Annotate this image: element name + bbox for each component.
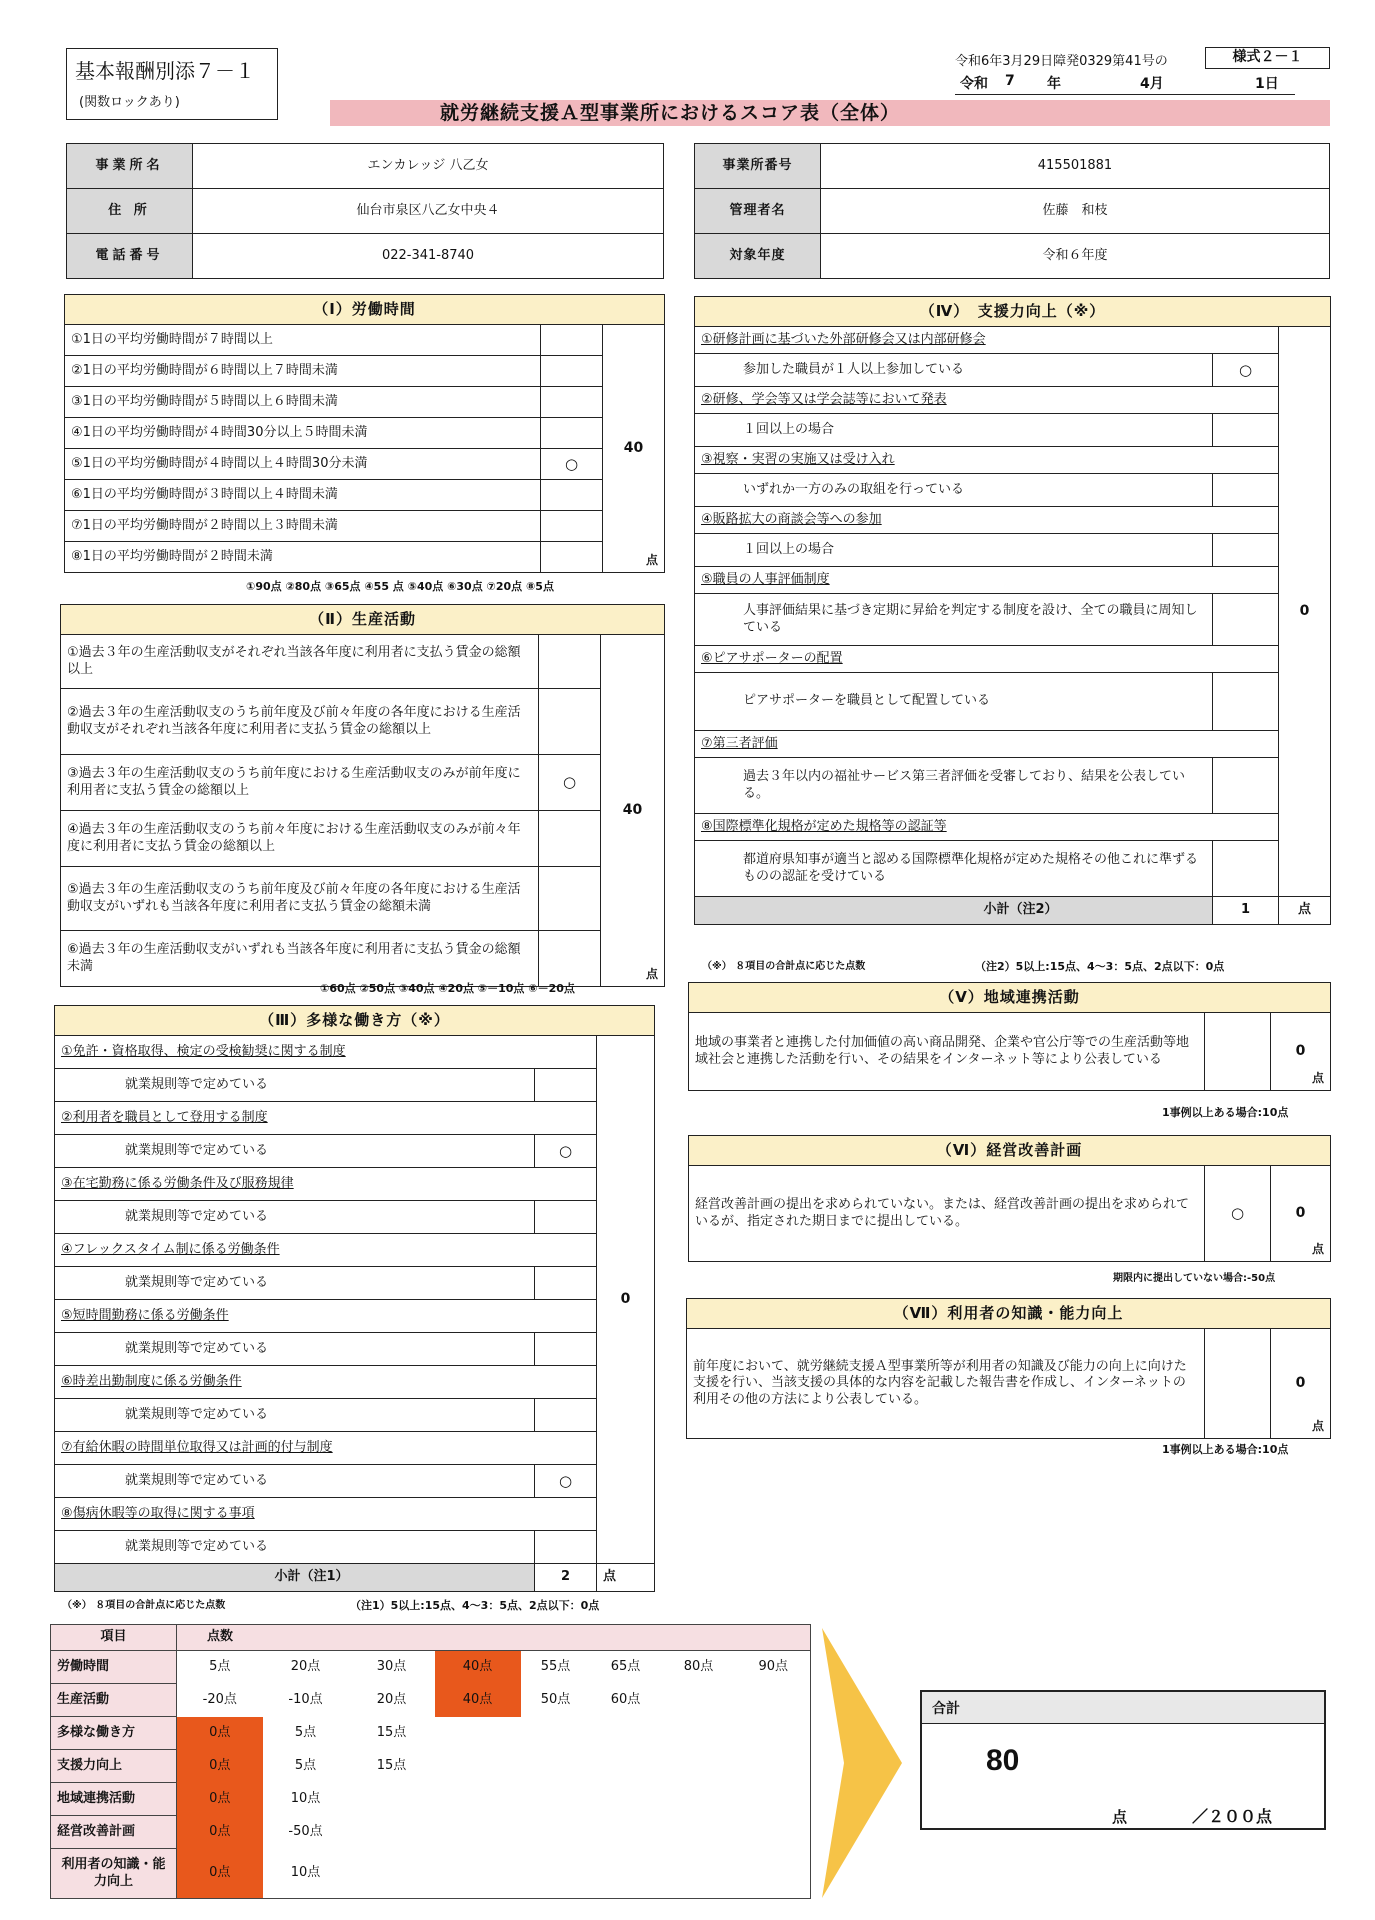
summary-row [51, 1717, 811, 1750]
summary-row-label: 経営改善計画 [51, 1816, 177, 1849]
knowledge-note: 1事例以上ある場合:10点 [1162, 1443, 1289, 1456]
diverse-work-mark [535, 1399, 597, 1432]
summary-point-cell: -20点 [202, 1691, 237, 1707]
management-plan-mark: ○ [1205, 1166, 1271, 1262]
summary-point-cell: 10点 [290, 1790, 321, 1806]
summary-empty-cell [349, 1783, 435, 1816]
summary-point-cell: 55点 [540, 1658, 571, 1674]
section-production-title: （Ⅱ）生産活動 [61, 605, 665, 635]
summary-point-cell-selected: 0点 [177, 1750, 263, 1783]
summary-header-item: 項目 [51, 1625, 177, 1651]
summary-empty-cell [521, 1750, 591, 1783]
target-year-label: 対象年度 [695, 234, 821, 279]
summary-point-cell: 15点 [376, 1757, 407, 1773]
work-hours-score-cell [603, 325, 665, 573]
summary-point-cell-selected: 0点 [177, 1783, 263, 1816]
summary-empty-cell [591, 1750, 661, 1783]
diverse-work-item-text: 就業規則等で定めている [55, 1267, 535, 1300]
section-production [60, 604, 665, 987]
support-note-right: （注2）5以上:15点、4～3：5点、2点以下：0点 [975, 960, 1225, 973]
production-row: ②過去３年の生産活動収支のうち前年度及び前々年度の各年度における生産活動収支がそれぞれ当該各年度に利用者に支払う賃金の総額以上 [61, 689, 539, 755]
form-ref-box [66, 48, 278, 120]
summary-empty-cell [521, 1783, 591, 1816]
work-hours-row: ④1日の平均労働時間が４時間30分以上５時間未満 [65, 418, 541, 449]
work-hours-row: ⑥1日の平均労働時間が３時間以上４時間未満 [65, 480, 541, 511]
summary-empty-cell [737, 1783, 811, 1816]
summary-empty-cell [349, 1816, 435, 1849]
diverse-work-item-heading: ②利用者を職員として登用する制度 [55, 1102, 597, 1135]
summary-empty-cell [435, 1717, 521, 1750]
summary-point-cell: -50点 [288, 1823, 323, 1839]
support-item-heading: ③視察・実習の実施又は受け入れ [695, 447, 1279, 474]
summary-empty-cell [737, 1717, 811, 1750]
diverse-work-item-heading: ⑧傷病休暇等の取得に関する事項 [55, 1498, 597, 1531]
support-mark [1213, 414, 1279, 447]
support-item-heading: ⑧国際標準化規格が定めた規格等の認証等 [695, 814, 1279, 841]
production-row: ①過去３年の生産活動収支がそれぞれ当該各年度に利用者に支払う賃金の総額以上 [61, 635, 539, 689]
summary-point-cell: 5点 [294, 1724, 317, 1740]
work-hours-mark [541, 356, 603, 387]
summary-point-cell-selected: 0点 [177, 1717, 263, 1750]
diverse-work-subtotal-label: 小計（注1） [55, 1564, 535, 1592]
diverse-work-mark [535, 1201, 597, 1234]
diverse-work-mark: ○ [535, 1465, 597, 1498]
facility-name-label: 事業所名 [67, 144, 193, 189]
summary-point-cell: 20点 [290, 1658, 321, 1674]
production-row: ⑤過去３年の生産活動収支のうち前年度及び前々年度の各年度における生産活動収支がいずれも当該各年度に利用者に支払う賃金の総額未満 [61, 867, 539, 931]
summary-point-cell-selected: 0点 [177, 1849, 263, 1899]
support-subtotal-label: 小計（注2） [695, 897, 1213, 925]
summary-empty-cell [435, 1750, 521, 1783]
total-label: 合計 [922, 1692, 1324, 1724]
diverse-work-item-heading: ④フレックスタイム制に係る労働条件 [55, 1234, 597, 1267]
summary-empty-cell [521, 1816, 591, 1849]
total-box [920, 1690, 1326, 1830]
work-hours-unit: 点 [645, 553, 658, 567]
section-work-hours-title: （Ⅰ）労働時間 [65, 295, 665, 325]
support-mark [1213, 594, 1279, 646]
section-diverse-work-title: （Ⅲ）多様な働き方（※） [55, 1006, 655, 1036]
manager-value: 佐藤 和枝 [821, 189, 1330, 234]
info-table-right [694, 143, 1330, 279]
regional-mark [1205, 1013, 1271, 1091]
support-item-text: 都道府県知事が適当と認める国際標準化規格が定めた規格その他これに準ずるものの認証を受けている [695, 841, 1213, 897]
section-management-plan-title: （Ⅵ）経営改善計画 [689, 1136, 1331, 1166]
summary-point-cell: 15点 [376, 1724, 407, 1740]
support-item-heading: ②研修、学会等又は学会誌等において発表 [695, 387, 1279, 414]
regional-text: 地域の事業者と連携した付加価値の高い商品開発、企業や官公庁等での生産活動等地域社会と連携した活動を行い、その結果をインターネット等により公表している [689, 1013, 1205, 1091]
phone-label: 電話番号 [67, 234, 193, 279]
summary-point-cell: 10点 [263, 1849, 349, 1899]
summary-empty-cell [591, 1717, 661, 1750]
summary-rows [50, 1650, 811, 1899]
production-mark [539, 635, 601, 689]
total-max: ／２００点 [1192, 1807, 1273, 1826]
document-date [955, 73, 1295, 95]
production-mark [539, 811, 601, 867]
support-item-heading: ④販路拡大の商談会等への参加 [695, 507, 1279, 534]
date-year-unit: 年 [1047, 76, 1061, 92]
date-era: 令和 [960, 76, 988, 92]
summary-header-points: 点数 [177, 1625, 811, 1651]
production-score: 40 [622, 801, 643, 818]
support-mark: ○ [1213, 354, 1279, 387]
phone-value: 022-341-8740 [193, 234, 664, 279]
summary-point-cell: 5点 [294, 1757, 317, 1773]
work-hours-mark: ○ [541, 449, 603, 480]
notice-ref: 令和6年3月29日障発0329第41号の [955, 54, 1168, 69]
address-value: 仙台市泉区八乙女中央４ [193, 189, 664, 234]
section-knowledge [686, 1298, 1331, 1439]
section-work-hours [64, 294, 665, 573]
diverse-work-item-heading: ⑦有給休暇の時間単位取得又は計画的付与制度 [55, 1432, 597, 1465]
knowledge-score-cell [1271, 1329, 1331, 1439]
summary-empty-cell [591, 1849, 661, 1899]
summary-point-cell-selected: 40点 [435, 1651, 521, 1684]
production-unit: 点 [646, 967, 659, 981]
support-subtotal-value: 1 [1213, 897, 1279, 925]
summary-empty-cell [591, 1816, 661, 1849]
diverse-work-item-heading: ⑥時差出勤制度に係る労働条件 [55, 1366, 597, 1399]
summary-row-label: 利用者の知識・能力向上 [51, 1849, 177, 1899]
summary-point-cell: 5点 [209, 1658, 231, 1674]
knowledge-mark [1205, 1329, 1271, 1439]
work-hours-mark [541, 418, 603, 449]
info-table-left [66, 143, 664, 279]
support-mark [1213, 474, 1279, 507]
diverse-work-mark [535, 1333, 597, 1366]
work-hours-row: ③1日の平均労働時間が５時間以上６時間未満 [65, 387, 541, 418]
support-mark [1213, 673, 1279, 731]
knowledge-text: 前年度において、就労継続支援Ａ型事業所等が利用者の知識及び能力の向上に向けた支援を行い、当該支援の具体的な内容を記載した報告書を作成し、インターネットの利用その他の方法により公表している。 [687, 1329, 1205, 1439]
support-mark [1213, 758, 1279, 814]
support-item-text: １回以上の場合 [695, 414, 1213, 447]
diverse-work-item-heading: ①免許・資格取得、検定の受検勧奨に関する制度 [55, 1036, 597, 1069]
diverse-work-item-text: 就業規則等で定めている [55, 1531, 535, 1564]
support-item-text: １回以上の場合 [695, 534, 1213, 567]
work-hours-row: ⑤1日の平均労働時間が４時間以上４時間30分未満 [65, 449, 541, 480]
summary-empty-cell [661, 1750, 737, 1783]
support-item-text: いずれか一方のみの取組を行っている [695, 474, 1213, 507]
work-hours-row: ⑦1日の平均労働時間が２時間以上３時間未満 [65, 511, 541, 542]
diverse-work-item-text: 就業規則等で定めている [55, 1201, 535, 1234]
date-year: 7 [1005, 73, 1015, 89]
diverse-work-item-text: 就業規則等で定めている [55, 1135, 535, 1168]
summary-empty-cell [521, 1717, 591, 1750]
summary-empty-cell [737, 1684, 811, 1717]
work-hours-mark [541, 542, 603, 573]
production-row: ④過去３年の生産活動収支のうち前々年度における生産活動収支のみが前々年度に利用者に支払う賃金の総額以上 [61, 811, 539, 867]
management-plan-note: 期限内に提出していない場合:-50点 [1113, 1273, 1276, 1284]
arrow-shape [822, 1628, 902, 1898]
work-hours-mark [541, 480, 603, 511]
work-hours-row: ⑧1日の平均労働時間が２時間未満 [65, 542, 541, 573]
total-value: 80 [986, 1744, 1020, 1777]
section-support [694, 296, 1331, 925]
section-management-plan [688, 1135, 1331, 1262]
production-mark [539, 931, 601, 987]
work-hours-score: 40 [623, 439, 644, 456]
work-hours-mark [541, 325, 603, 356]
facility-number-label: 事業所番号 [695, 144, 821, 189]
production-mark [539, 689, 601, 755]
management-plan-unit: 点 [1312, 1242, 1325, 1256]
support-item-heading: ⑥ピアサポーターの配置 [695, 646, 1279, 673]
production-mark [539, 867, 601, 931]
summary-empty-cell [737, 1849, 811, 1899]
summary-row [51, 1651, 811, 1684]
summary-empty-cell [737, 1816, 811, 1849]
summary-point-cell-selected: 0点 [177, 1816, 263, 1849]
summary-row [51, 1849, 811, 1899]
support-item-text: ピアサポーターを職員として配置している [695, 673, 1213, 731]
management-plan-score: 0 [1295, 1204, 1306, 1221]
diverse-work-item-text: 就業規則等で定めている [55, 1333, 535, 1366]
summary-point-cell: -10点 [288, 1691, 323, 1707]
work-hours-row: ①1日の平均労働時間が７時間以上 [65, 325, 541, 356]
target-year-value: 令和６年度 [821, 234, 1330, 279]
support-item-text: 参加した職員が１人以上参加している [695, 354, 1213, 387]
diverse-work-item-text: 就業規則等で定めている [55, 1069, 535, 1102]
support-item-heading: ⑦第三者評価 [695, 731, 1279, 758]
summary-row-label: 地域連携活動 [51, 1783, 177, 1816]
production-score-note: ①60点 ②50点 ③40点 ④20点 ⑤－10点 ⑥－20点 [320, 982, 575, 995]
regional-note: 1事例以上ある場合:10点 [1162, 1106, 1289, 1119]
support-score: 0 [1279, 327, 1331, 897]
section-diverse-work [54, 1005, 655, 1592]
section-support-title: （Ⅳ） 支援力向上（※） [695, 297, 1331, 327]
summary-empty-cell [349, 1849, 435, 1899]
manager-label: 管理者名 [695, 189, 821, 234]
summary-row [51, 1783, 811, 1816]
knowledge-score: 0 [1295, 1374, 1306, 1391]
section-regional [688, 982, 1331, 1091]
summary-point-cell: 20点 [376, 1691, 407, 1707]
production-row: ③過去３年の生産活動収支のうち前年度における生産活動収支のみが前年度に利用者に支払う賃金の総額以上 [61, 755, 539, 811]
form-ref: 基本報酬別添７－１ [75, 59, 255, 83]
regional-score-cell [1271, 1013, 1331, 1091]
diverse-work-mark: ○ [535, 1135, 597, 1168]
lock-note: (関数ロックあり) [79, 95, 180, 110]
section-regional-title: （Ⅴ）地域連携活動 [689, 983, 1331, 1013]
diverse-work-score: 0 [597, 1036, 655, 1564]
support-mark [1213, 841, 1279, 897]
summary-point-cell: 90点 [737, 1651, 811, 1684]
summary-empty-cell [737, 1750, 811, 1783]
summary-row-label: 労働時間 [51, 1651, 177, 1684]
date-month: 4月 [1140, 76, 1164, 92]
support-note-left: （※） ８項目の合計点に応じた点数 [702, 961, 866, 972]
work-hours-score-note: ①90点 ②80点 ③65点 ④55 点 ⑤40点 ⑥30点 ⑦20点 ⑧5点 [246, 580, 554, 593]
diverse-work-mark [535, 1267, 597, 1300]
support-item-text: 過去３年以内の福祉サービス第三者評価を受審しており、結果を公表している。 [695, 758, 1213, 814]
diverse-work-note-left: （※） ８項目の合計点に応じた点数 [62, 1600, 226, 1611]
work-hours-mark [541, 387, 603, 418]
diverse-work-note-right: （注1）5以上:15点、4～3：5点、2点以下：0点 [350, 1599, 600, 1612]
regional-unit: 点 [1312, 1071, 1325, 1085]
summary-row-label: 多様な働き方 [51, 1717, 177, 1750]
page-title: 就労継続支援Ａ型事業所におけるスコア表（全体） [440, 102, 901, 124]
summary-empty-cell [521, 1849, 591, 1899]
work-hours-mark [541, 511, 603, 542]
summary-empty-cell [661, 1684, 737, 1717]
summary-empty-cell [661, 1816, 737, 1849]
production-row: ⑥過去３年の生産活動収支がいずれも当該各年度に利用者に支払う賃金の総額未満 [61, 931, 539, 987]
diverse-work-item-heading: ③在宅勤務に係る労働条件及び服務規律 [55, 1168, 597, 1201]
summary-row [51, 1684, 811, 1717]
date-day: 1日 [1255, 76, 1279, 92]
summary-point-cell: 50点 [540, 1691, 571, 1707]
summary-empty-cell [661, 1849, 737, 1899]
diverse-work-item-heading: ⑤短時間勤務に係る労働条件 [55, 1300, 597, 1333]
summary-empty-cell [435, 1849, 521, 1899]
management-plan-text: 経営改善計画の提出を求められていない。または、経営改善計画の提出を求められているが、指定された期日までに提出している。 [689, 1166, 1205, 1262]
summary-point-cell: 60点 [610, 1691, 641, 1707]
summary-table [50, 1624, 811, 1651]
support-mark [1213, 534, 1279, 567]
facility-number-value: 415501881 [821, 144, 1330, 189]
address-label: 住 所 [67, 189, 193, 234]
section-knowledge-title: （Ⅶ）利用者の知識・能力向上 [687, 1299, 1331, 1329]
production-score-cell [601, 635, 665, 987]
knowledge-unit: 点 [1312, 1419, 1325, 1433]
summary-empty-cell [591, 1783, 661, 1816]
summary-row-label: 生産活動 [51, 1684, 177, 1717]
diverse-work-mark [535, 1531, 597, 1564]
regional-score: 0 [1295, 1042, 1306, 1059]
summary-row [51, 1816, 811, 1849]
summary-empty-cell [435, 1816, 521, 1849]
diverse-work-subtotal-unit: 点 [597, 1564, 655, 1592]
support-subtotal-unit: 点 [1279, 897, 1331, 925]
management-plan-score-cell [1271, 1166, 1331, 1262]
summary-empty-cell [435, 1783, 521, 1816]
support-item-heading: ①研修計画に基づいた外部研修会又は内部研修会 [695, 327, 1279, 354]
summary-empty-cell [661, 1717, 737, 1750]
summary-row-label: 支援力向上 [51, 1750, 177, 1783]
summary-point-cell: 80点 [683, 1658, 714, 1674]
arrow-right-icon [822, 1628, 902, 1898]
diverse-work-item-text: 就業規則等で定めている [55, 1399, 535, 1432]
summary-row [51, 1750, 811, 1783]
diverse-work-mark [535, 1069, 597, 1102]
form-number: 様式２－１ [1205, 47, 1330, 69]
support-item-text: 人事評価結果に基づき定期に昇給を判定する制度を設け、全ての職員に周知している [695, 594, 1213, 646]
summary-point-cell: 30点 [376, 1658, 407, 1674]
diverse-work-item-text: 就業規則等で定めている [55, 1465, 535, 1498]
support-item-heading: ⑤職員の人事評価制度 [695, 567, 1279, 594]
total-unit: 点 [1112, 1808, 1128, 1826]
summary-point-cell-selected: 40点 [435, 1684, 521, 1717]
work-hours-row: ②1日の平均労働時間が６時間以上７時間未満 [65, 356, 541, 387]
diverse-work-subtotal-value: 2 [535, 1564, 597, 1592]
summary-point-cell: 65点 [610, 1658, 641, 1674]
summary-empty-cell [661, 1783, 737, 1816]
summary-body [50, 1650, 810, 1899]
production-mark: ○ [539, 755, 601, 811]
facility-name-value: エンカレッジ 八乙女 [193, 144, 664, 189]
